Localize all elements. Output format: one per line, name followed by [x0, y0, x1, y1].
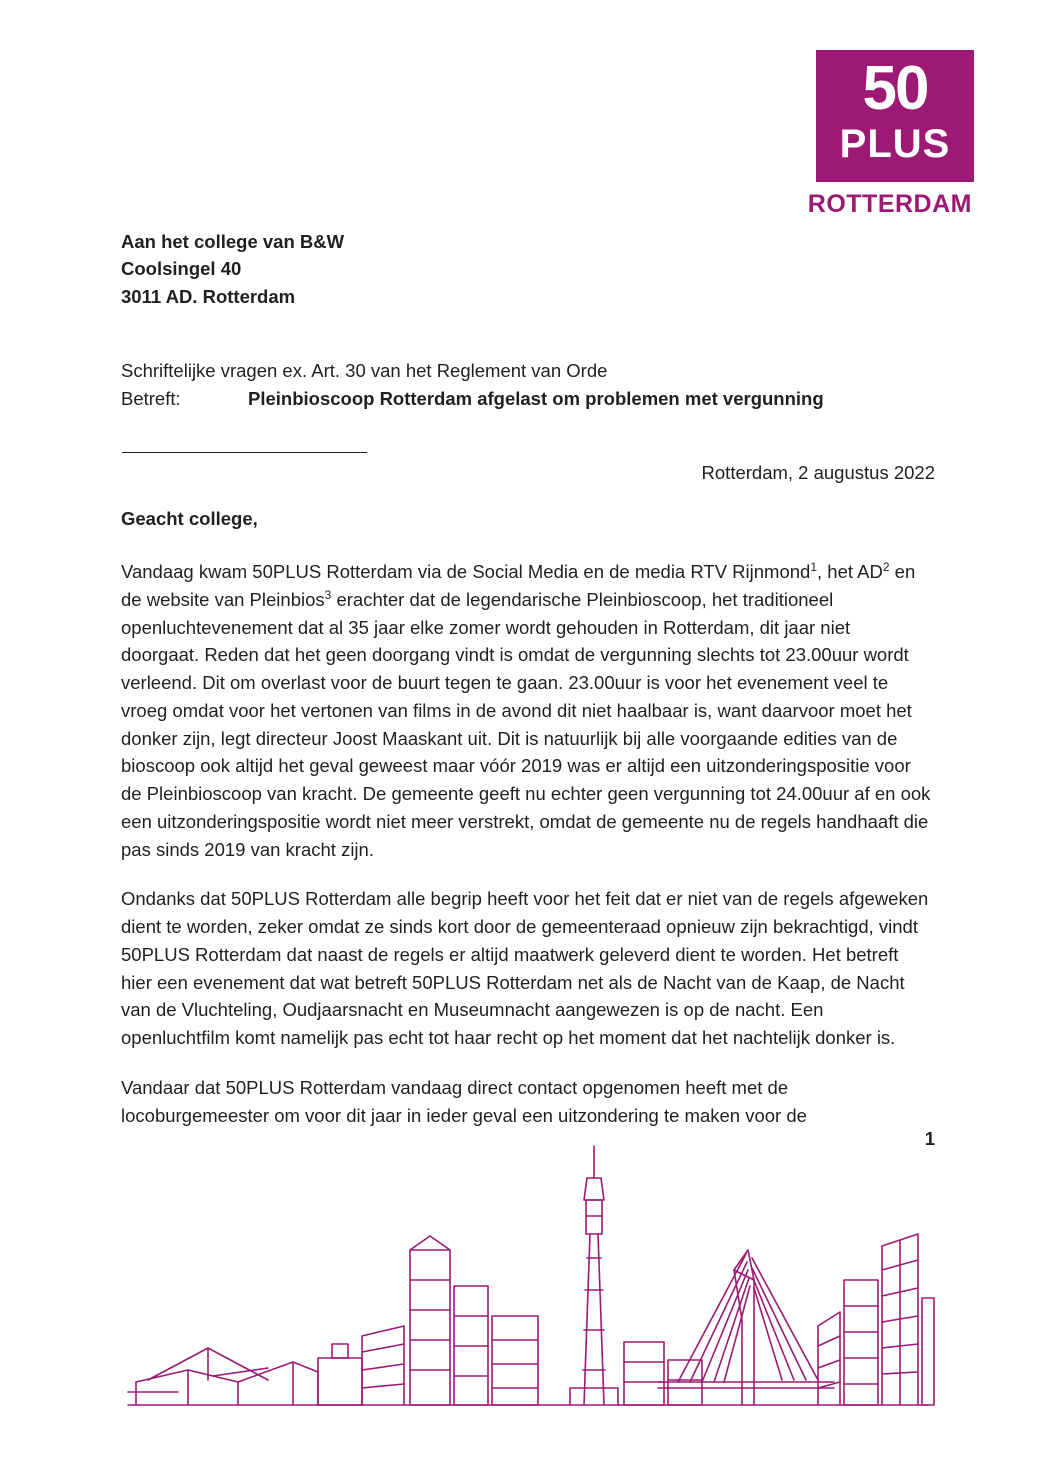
- subject-betreft-line: [121, 385, 824, 413]
- logo-city-text: ROTTERDAM: [807, 190, 972, 218]
- logo-50plus-rotterdam: [804, 50, 974, 219]
- paragraph-3: Vandaar dat 50PLUS Rotterdam vandaag direct contact opgenomen heeft met de locoburgemeester om voor dit jaar in ieder geval een uitzondering te maken voor de: [121, 1076, 807, 1126]
- footnote-ref-1: 1: [810, 559, 818, 574]
- betreft-value: Pleinbioscoop Rotterdam afgelast om problemen met vergunning: [248, 387, 824, 409]
- horizontal-rule: [122, 452, 367, 453]
- letter-date: Rotterdam, 2 augustus 2022: [701, 462, 935, 483]
- addressee-line-3: 3011 AD. Rotterdam: [121, 285, 296, 307]
- paragraph-2: Ondanks dat 50PLUS Rotterdam alle begrip heeft voor het feit dat er niet van de regels afgeweken dient te worden, zeker omdat ze sinds kort door de gemeenteraad opnieuw zijn bekrachtigd, vindt 50PLUS Rotterdam dat naast de regels er altijd maatwerk geleverd dient te worden. Het betreft hier een evenement dat wat betreft 50PLUS Rotterdam net als de Nacht van de Kaap, de Nacht van de Vluchteling, Oudjaarsnacht en Museumnacht aangewezen is op de nacht. Een openluchtfilm komt namelijk pas echt tot haar recht op het moment dat het nachtelijk donker is.: [121, 888, 929, 1048]
- paragraph-1-part-2: , het AD: [817, 561, 883, 582]
- rotterdam-skyline-illustration: [118, 1130, 938, 1430]
- logo-plus-text: PLUS: [839, 122, 951, 166]
- paragraph-1-part-4: erachter dat de legendarische Pleinbioscoop, het traditioneel openluchtevenement dat al 35 jaar elke zomer wordt gehouden in Rotterdam, dit jaar niet doorgaat. Reden dat het geen doorgang vindt is omdat de vergunning slechts tot 23.00uur wordt verleend. Dit om overlast voor de buurt tegen te gaan. 23.00uur is voor het evenement veel te vroeg omdat voor het vertonen van films in de avond dit niet haalbaar is, want daarvoor moet het donker zijn, legt directeur Joost Maaskant uit. Dit is natuurlijk bij alle voorgaande edities van de bioscoop ook altijd het geval geweest maar vóór 2019 was er altijd een uitzonderingspositie voor de Pleinbioscoop van kracht. De gemeente geeft nu echter geen vergunning tot 24.00uur af en ook een uitzonderingspositie wordt niet meer verstrekt, omdat de gemeente nu de regels handhaaft die pas sinds 2019 van kracht zijn.: [121, 588, 931, 860]
- paragraph-1: [121, 558, 933, 863]
- paragraph-1-part-1: Vandaag kwam 50PLUS Rotterdam via de Social Media en de media RTV Rijnmond: [121, 561, 811, 582]
- logo-50-text: 50: [862, 54, 928, 123]
- page-number: 1: [924, 1128, 935, 1149]
- betreft-label: Betreft:: [121, 387, 181, 409]
- addressee-line-1: Aan het college van B&W: [121, 231, 345, 252]
- footnote-ref-3: 3: [324, 587, 332, 602]
- letter-body: [121, 558, 933, 1151]
- subject-reference-line: Schriftelijke vragen ex. Art. 30 van het Reglement van Orde: [121, 360, 608, 381]
- subject-block: [121, 357, 824, 413]
- footnote-ref-2: 2: [882, 559, 890, 574]
- addressee-line-2: Coolsingel 40: [121, 258, 242, 280]
- salutation: Geacht college,: [121, 508, 258, 529]
- addressee-block: [121, 228, 344, 310]
- paragraph-1-part-3: en de website van Pleinbios: [121, 561, 916, 610]
- logo-badge: [816, 50, 974, 182]
